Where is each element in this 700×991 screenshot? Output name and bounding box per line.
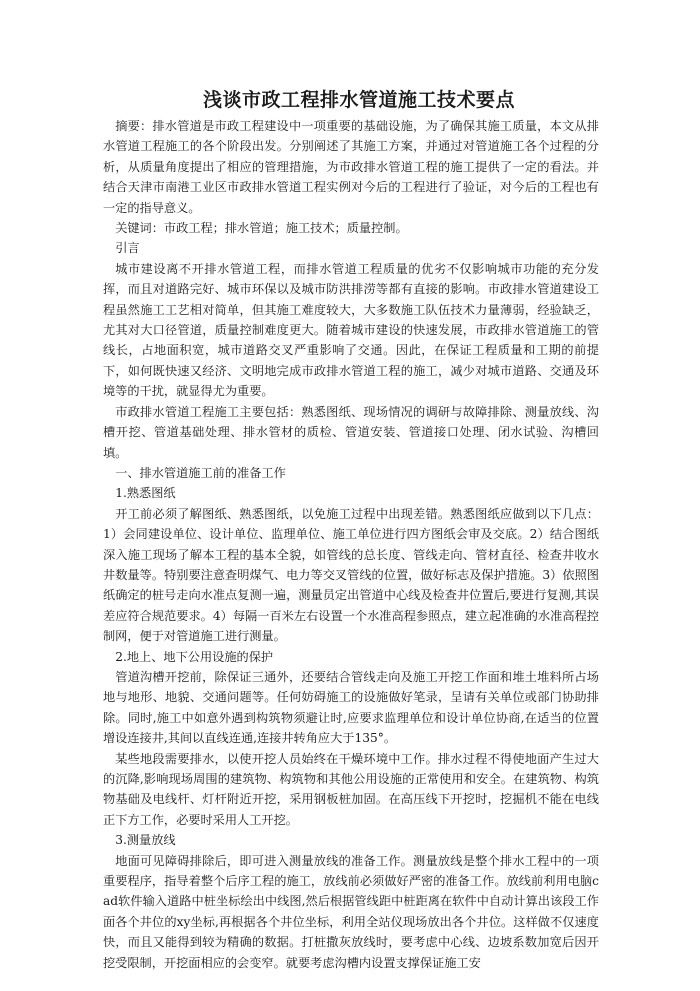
intro-heading: 引言 [115, 241, 140, 256]
article-title: 浅谈市政工程排水管道施工技术要点 [203, 89, 516, 111]
subsection-3-paragraph: 地面可见障碍排除后，即可进入测量放线的准备工作。测量放线是整个排水工程中的一项重要程序，指导着整个后序工程的施工，放线前必须做好严密的准备工作。放线前利用电脑cad软件输入道路中桩坐标绘出中线图,然后根据管线距中桩距离在软件中自动计算出该段工作面各个井位的xy坐标,再根据各个井位坐标，利用全站仪现场放出各个井位。这样做不仅速度快，而且又能得到较为精确的数据。打桩撒灰放线时，要考虑中心线、边坡系数加宽后因开挖受限制，开挖面相应的会变窄。就要考虑沟槽内设置支撑保证施工安 [103, 853, 599, 970]
subsection-2-paragraph-1: 管道沟槽开挖前，除保证三通外，还要结合管线走向及施工开挖工作面和堆土堆料所占场地与地形、地貌、交通问题等。任何妨碍施工的设施做好笔录，呈请有关单位或部门协助排除。同时,施工中如意外遇到构筑物须避让时,应要求监理单位和设计单位协商,在适当的位置增设连接井,其间以直线连通,连接井转角应大于135°。 [103, 669, 599, 746]
document-page [103, 88, 599, 973]
intro-paragraph-2: 市政排水管道工程施工主要包括：熟悉图纸、现场情况的调研与故障排除、测量放线、沟槽开挖、管道基础处理、排水管材的质检、管道安装、管道接口处理、闭水试验、沟槽回填。 [103, 404, 599, 460]
subsection-1-heading: 1.熟悉图纸 [115, 486, 176, 501]
intro-paragraph-1: 城市建设离不开排水管道工程，而排水管道工程质量的优劣不仅影响城市功能的充分发挥，而且对道路完好、城市环保以及城市防洪排涝等都有直接的影响。市政排水管道建设工程虽然施工工艺相对简单，但其施工难度较大，大多数施工队伍技术力量薄弱，经验缺乏，尤其对大口径管道，质量控制难度更大。随着城市建设的快速发展，市政排水管道施工的管线长，占地面积宽，城市道路交叉严重影响了交通。因此，在保证工程质量和工期的前提下，如何既快速又经济、文明地完成市政排水管道工程的施工，减少对城市道路、交通及环境等的干扰，就显得尤为重要。 [103, 261, 599, 399]
keywords-line: 关键词：市政工程；排水管道；施工技术；质量控制。 [115, 221, 408, 236]
subsection-3-heading: 3.测量放线 [115, 833, 176, 848]
subsection-2-heading: 2.地上、地下公用设施的保护 [115, 649, 274, 664]
subsection-2-paragraph-2: 某些地段需要排水，以使开挖人员始终在干燥环境中工作。排水过程不得使地面产生过大的沉降,影响现场周围的建筑物、构筑物和其他公用设施的正常使用和安全。在建筑物、构筑物基础及电线杆、灯杆附近开挖，采用钢板桩加固。在高压线下开挖时，挖掘机不能在电线正下方工作，必要时采用人工开挖。 [103, 751, 599, 827]
abstract-paragraph: 摘要：排水管道是市政工程建设中一项重要的基础设施，为了确保其施工质量，本文从排水管道工程施工的各个阶段出发。分别阐述了其施工方案，并通过对管道施工各个过程的分析，从质量角度提出了相应的管理措施，为市政排水管道工程的施工提供了一定的看法。并结合天津市南港工业区市政排水管道工程实例对今后的工程进行了验证，对今后的工程也有一定的指导意义。 [103, 119, 599, 215]
subsection-1-paragraph: 开工前必须了解图纸、熟悉图纸，以免施工过程中出现差错。熟悉图纸应做到以下几点：1）会同建设单位、设计单位、监理单位、施工单位进行四方图纸会审及交底。2）结合图纸深入施工现场了解本工程的基本全貌，如管线的总长度、管线走向、管材直径、检查井收水井数量等。特别要注意查明煤气、电力等交叉管线的位置，做好标志及保护措施。3）依照图纸确定的桩号走向水准点复测一遍，测量员定出管道中心线及检查井位置后,要进行复测,其误差应符合规范要求。4）每隔一百米左右设置一个水准高程参照点，建立起准确的水准高程控制网，便于对管道施工进行测量。 [103, 506, 599, 644]
section-1-heading: 一、排水管道施工前的准备工作 [115, 465, 286, 480]
